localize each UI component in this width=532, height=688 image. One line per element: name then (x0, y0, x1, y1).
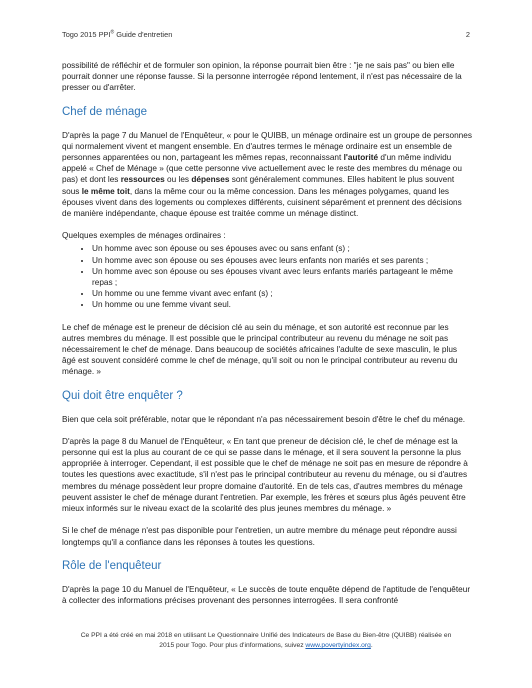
page-footer (50, 631, 482, 651)
heading-qui-doit-etre-enqueter: Qui doit être enquêter ? (62, 389, 183, 402)
page-content (62, 60, 472, 617)
list-item: • Un homme ou une femme vivant avec enfant (s) ; (92, 288, 472, 299)
qui-paragraph-1: Bien que cela soit préférable, notar que le répondant n'a pas nécessairement besoin d'être le chef du ménage. (62, 414, 466, 424)
heading-chef-de-menage: Chef de ménage (62, 105, 148, 118)
examples-intro: Quelques exemples de ménages ordinaires : (62, 231, 226, 241)
page-header (62, 30, 470, 39)
intro-paragraph: possibilité de réfléchir et de formuler son opinion, la réponse pourrait bien être : "je ne sais pas" ou bien elle pourrait donner une réponse fausse. Si la personne interrogée répond lentement, il n'est pas nécessaire de la presser ou d'arrêter. (62, 61, 462, 93)
list-item: • Un homme avec son épouse ou ses épouses avec leurs enfants non mariés et ses parents ; (92, 255, 472, 266)
qui-paragraph-2: D'après la page 8 du Manuel de l'Enquêteur, « En tant que preneur de décision clé, le chef de ménage est la personne qui est la plus au courant de ce qui se passe dans le ménage, et il sera souvent la personne la plus appropriée à interroger. Cependant, il est possible que le chef de ménage ne soit pas en mesure de répondre à toutes les questions avec exactitude, s'il n'est pas le principal contributeur au revenu du ménage, ou si d'autres membres du ménage possèdent leur propre domaine d'autorité. En de tels cas, d'autres membres du ménage peuvent assister le chef de ménage durant l'entretien. Par exemple, les frères et sœurs plus âgés peuvent être mieux informés sur le niveau exact de la scolarité des plus jeunes membres du ménage. » (62, 436, 468, 514)
heading-role-enqueteur: Rôle de l'enquêteur (62, 559, 162, 572)
list-item: • Un homme avec son épouse ou ses épouses vivant avec leurs enfants mariés partageant le même repas ; (92, 266, 472, 288)
footer-line-2: 2015 pour Togo. Pour plus d'informations, suivez www.povertyindex.org. (159, 642, 373, 649)
role-paragraph-1: D'après la page 10 du Manuel de l'Enquêteur, « Le succès de toute enquête dépend de l'aptitude de l'enquêteur à collecter des informations précises provenant des personnes interrogées. Il sera confronté (62, 584, 471, 605)
footer-line-1: Ce PPI a été créé en mai 2018 en utilisant Le Questionnaire Unifié des Indicateurs de Base du Bien-être (QUIBB) réalisée en (80, 632, 452, 639)
examples-list (62, 243, 472, 310)
header-title: Togo 2015 PPI® Guide d'entretien (62, 29, 173, 39)
qui-paragraph-3: Si le chef de ménage n'est pas disponible pour l'entretien, un autre membre du ménage peut répondre aussi longtemps qu'il a confiance dans les réponses à toutes les questions. (62, 526, 457, 547)
list-item: • Un homme ou une femme vivant seul. (92, 299, 472, 310)
page-number: 2 (465, 30, 470, 39)
povertyindex-link[interactable]: www.povertyindex.org (305, 642, 371, 649)
list-item: • Un homme avec son épouse ou ses épouses avec ou sans enfant (s) ; (92, 243, 472, 254)
chef-paragraph-2: Le chef de ménage est le preneur de décision clé au sein du ménage, et son autorité est reconnue par les autres membres du ménage. Il est possible que le principal contributeur au revenu du ménage ne soit pas nécessairement le chef de ménage. Dans beaucoup de sociétés africaines l'adulte de sexe masculin, le plus âgé est souvent considéré comme le chef de ménage, qu'il soit ou non le principal contributeur au revenu du ménage. » (62, 322, 458, 377)
chef-paragraph-1: D'après la page 7 du Manuel de l'Enquêteur, « pour le QUIBB, un ménage ordinaire est un groupe de personnes qui normalement vivent et mangent ensemble. En d'autres termes le ménage ordinaire est un ensemble de personnes apparentées ou non, partageant les mêmes repas, reconnaissant l'autorité d'un même individu appelé « Chef de Ménage » (que cette personne vive actuellement avec le reste des membres du ménage ou pas) et dont les ressources ou les dépenses sont généralement communes. Elles habitent le plus souvent sous le même toit, dans la même cour ou la même concession. Dans les ménages polygames, quand les épouses vivent dans des logements ou complexes différents, cuisinent séparément et prennent des décisions de manière indépendante, chaque épouse est traitée comme un ménage distinct. (62, 130, 472, 219)
